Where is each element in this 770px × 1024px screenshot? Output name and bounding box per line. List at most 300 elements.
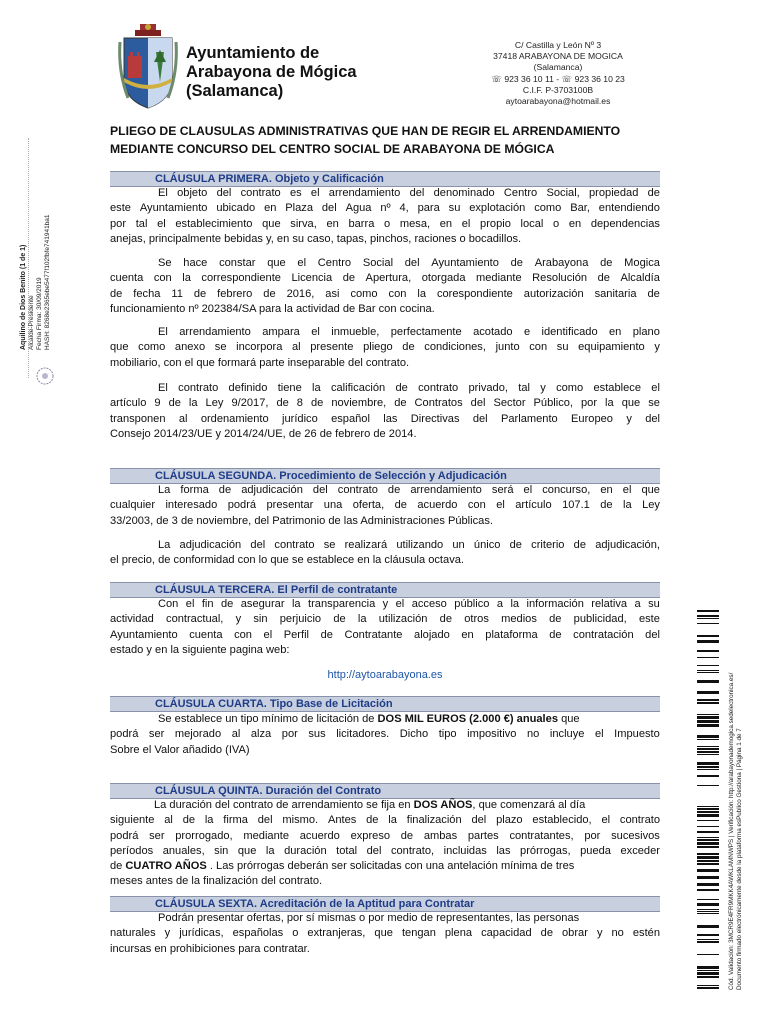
clause-5-heading [110,783,660,799]
word: de [220,598,234,610]
word: total [336,844,358,857]
word: la [312,382,321,394]
word: con [153,272,172,285]
word: el [601,814,611,827]
word: acuerdo [299,829,340,842]
word: Agua [345,202,372,215]
word: de [600,499,613,512]
barcode-bar [697,869,719,872]
barcode-bar [697,680,719,683]
word: mesa, [399,217,431,230]
word: La [158,539,171,551]
word: que [374,927,393,940]
word: por [581,397,598,410]
word: se [323,539,336,551]
p7-line: estado y en la siguiente pagina web: [110,643,290,656]
clause-4-title: CLÁUSULA CUARTA. Tipo Base de Licitación [155,698,393,710]
word: utilizando [396,539,444,551]
p6-line: el precio, de conformidad con lo que se establece en la cláusula octava. [110,554,464,567]
clause-2-title: CLÁUSULA SEGUNDA. Procedimiento de Selección y Adjudicación [155,470,507,482]
word: transponen [110,412,166,425]
barcode-bar [697,762,719,765]
document-title [110,122,670,158]
signature-hash: HASH: 8268e2365ebe5477f102fbfe741941ba1 [44,214,51,350]
word: contrato [240,187,281,199]
word: Resolución [532,272,588,285]
word: de [540,927,553,940]
p6-line [110,538,660,553]
word: de [549,613,562,626]
barcode-bar [697,954,719,955]
word: no [611,927,624,940]
barcode [697,610,719,990]
word: sanitaria [594,287,637,300]
paragraph-1 [110,186,660,247]
word: cualquier [110,499,156,512]
word: asi [325,287,340,300]
word: y [626,412,632,425]
org-name-line2: Arabayona de Mógica [186,63,357,81]
word: en [568,217,582,230]
word: el [523,484,533,496]
word: sucesivos [611,829,660,842]
word: asegurar [240,598,285,610]
word: exceder [620,844,660,857]
word: de [110,287,123,300]
word: Ayuntamiento [139,202,208,215]
word: con [467,499,486,512]
word: licitadores. [336,728,390,741]
barcode-bar [697,837,719,838]
verification-block [728,610,744,990]
word: Ayuntamiento [110,628,178,641]
word: el [461,217,471,230]
p3-line: mobiliario, con el que formará parte inseparable del contrato. [110,356,410,369]
word: inmueble, [331,326,380,338]
barcode-bar [697,842,719,845]
barcode-bar [697,934,719,936]
barcode-bar [697,635,719,637]
signer-role: Alcalde-Presidente [28,295,35,350]
word: por [281,728,298,741]
signature-date: Fecha Firma: 30/09/2019 [36,277,43,350]
word: equipamiento [578,341,645,354]
word: Antes [327,814,357,827]
word: arrendamiento [410,484,482,496]
p4-line: Consejo 2014/23/UE y 2014/24/UE, de 26 de febrero de 2014. [110,427,417,440]
barcode-bar [697,691,719,694]
p9-line [110,829,660,844]
word: la [510,598,520,610]
barcode-bar [697,640,719,643]
clause-3-heading [110,582,660,598]
barcode-bar [697,911,719,912]
word: del [645,628,660,641]
barcode-bar [697,748,719,750]
barcode-bar [697,775,719,777]
word: perjuicio [279,613,322,626]
word: como [556,382,584,394]
word: al [164,814,173,827]
barcode-bar [697,909,719,910]
word: del [409,187,425,199]
word: corespondiente [436,287,513,300]
barcode-bar [697,899,719,900]
word: podrá [227,499,257,512]
word: del [257,814,273,827]
word: hace [183,257,208,269]
word: que [110,341,129,354]
word: estén [632,927,660,940]
word: este [110,202,131,215]
word: único [473,539,501,551]
p4-line [110,412,660,427]
paragraph-5 [110,483,660,529]
p2-line [110,287,660,302]
word: y [235,613,242,626]
word: Plaza [285,202,314,215]
word: de [366,814,379,827]
paragraph-10 [110,911,660,957]
word: El [158,382,168,394]
word: de [400,829,414,842]
word: por [584,829,601,842]
word: y [654,341,660,354]
word: el [157,217,166,230]
word: Mogica [624,257,660,269]
paragraph-9 [110,798,660,890]
p1-line [110,201,660,216]
word: o [292,927,299,940]
word: El [158,326,168,338]
p1-line: anejas, principalmente bebidas y, en su caso, tapas, pinchos, raciones o bocadillos. [110,232,522,245]
word: ordenamiento [200,412,269,425]
p1-line [110,186,660,201]
barcode-bar [697,970,719,971]
word: de [573,539,586,551]
word: presente [310,341,354,354]
word: la [188,397,198,410]
word: impositivo [467,728,517,741]
word: de [387,484,401,496]
word: Arabayona [534,257,589,269]
word: jurídicas, [179,927,224,940]
word: extranjeras, [307,927,366,940]
word: podrá [110,829,139,842]
word: actividad [110,613,154,626]
word: utilización [378,613,428,626]
word: y [382,598,389,610]
word: objeto [177,187,208,199]
barcode-bar [697,853,719,855]
p2-line [110,271,660,286]
word: contratación [573,628,634,641]
barcode-bar [697,769,719,770]
barcode-bar [697,615,719,617]
word: barra [348,217,375,230]
word: adjudicación [179,539,242,551]
word: Público, [533,397,573,410]
word: incorpora [236,341,283,354]
p5-line [110,498,660,513]
word: finalización [406,814,462,827]
p8-amount: DOS MIL EUROS (2.000 €) anuales [377,713,558,725]
word: de [168,397,181,410]
word: que [641,484,660,496]
verification-code: Cód. Validación: 3MCR9E4FR9MKK4AWKLAMNWPS | Verificación: http://arabayonademogica.sedelectronica.es/ [728,672,735,990]
barcode-bar [697,876,719,879]
word: naturales [110,927,156,940]
word: artículo [110,397,147,410]
word: siguiente [110,814,155,827]
p10-line: Podrán presentar ofertas, por sí mismas o por medio de representantes, las personas [158,912,580,924]
word: realizará [344,539,388,551]
p8-text: Se establece un tipo mínimo de licitación de [158,713,378,725]
clause-3-title: CLÁUSULA TERCERA. El Perfil de contratante [155,584,398,596]
word: prórrogas, [520,844,571,857]
barcode-bar [697,735,719,738]
word: de [333,613,346,626]
p10-line [110,926,660,941]
word: Ley [205,397,224,410]
barcode-bar [697,903,719,906]
address-block [468,40,648,107]
address-city: 37418 ARABAYONA DE MOGICA [493,51,623,62]
word: sirva, [290,217,317,230]
word: una [323,499,343,512]
address-province: (Salamanca) [533,62,583,73]
barcode-bar [697,856,719,859]
p8-line: Sobre el Valor añadido (IVA) [110,743,250,756]
word: 9 [154,397,161,410]
word: dependencias [590,217,660,230]
word: Bar, [570,202,590,215]
barcode-bar [697,811,719,813]
word: del [472,412,488,425]
word: mejorado [174,728,222,741]
word: Social, [546,187,580,199]
word: Contratos [414,397,463,410]
word: del [404,257,420,269]
word: tiene [277,382,302,394]
barcode-bar [697,746,719,747]
word: tengan [401,927,436,940]
word: establecido, [532,814,592,827]
p9-text: , que comenzará al día [472,799,586,811]
barcode-bar [697,650,719,652]
word: el [311,326,320,338]
word: español [331,412,370,425]
clause-6-heading [110,896,660,912]
word: 2016, [286,287,315,300]
barcode-bar [697,672,719,673]
word: junto [495,341,520,354]
word: ser [149,829,165,842]
word: explotación [469,202,526,215]
word: su [556,341,569,354]
word: el [185,598,195,610]
p2-line [110,256,660,271]
word: plena [444,927,473,940]
word: el [651,382,660,394]
p9-text: de [110,860,126,873]
word: de [394,499,407,512]
word: de [395,382,408,394]
barcode-bar [697,610,719,612]
paragraph-4 [110,381,660,442]
word: con [234,628,252,641]
word: criterio [531,539,565,551]
p5-line [110,483,660,498]
word: que [237,844,257,857]
word: que [621,397,641,410]
word: correspondiente [201,272,281,285]
paragraph-3 [110,325,660,371]
p9-text: La duración del contrato de arrendamiento se fija en [154,799,414,811]
word: de [310,397,324,410]
barcode-bar [697,846,719,848]
word: pliego [363,341,393,354]
barcode-bar [697,941,719,943]
word: el [263,628,273,641]
word: entendiendo [598,202,660,215]
word: el [496,499,505,512]
word: fin [201,598,214,610]
word: incluidas [443,844,487,857]
word: del [321,202,337,215]
word: Impuesto [614,728,660,741]
p2-line: funcionamiento nº 202384/SA para la actividad de Bar con cocina. [110,302,435,315]
word: mismo. [282,814,319,827]
word: del [645,412,660,425]
word: establece [593,382,641,394]
p3-line [110,340,660,355]
barcode-bar [697,623,719,624]
word: oferta, [352,499,385,512]
word: de [402,341,415,354]
word: acotado [473,326,513,338]
word: noviembre, [331,397,387,410]
word: en [326,217,339,230]
word: la [623,499,632,512]
word: capacidad [481,927,532,940]
barcode-bar [697,826,719,827]
word: información [526,598,584,610]
word: publicidad, [573,613,627,626]
word: identificado [541,326,598,338]
paragraph-8 [110,712,660,758]
word: españolas [232,927,284,940]
word: de [647,187,660,199]
p5-line: 33/2003, de 3 de noviembre, del Patrimonio de las Administraciones Públicas. [110,514,493,527]
word: contrato [274,539,315,551]
barcode-bar [697,739,719,740]
word: presentar [266,499,314,512]
barcode-bar [697,699,719,701]
word: e [523,326,531,338]
word: alza [250,728,272,741]
word: que [262,217,281,230]
word: que [267,257,286,269]
word: otros [464,613,489,626]
word: y [596,927,603,940]
clause-5-title: CLÁUSULA QUINTA. Duración del Contrato [155,785,382,797]
word: al [231,728,241,741]
word: de [597,272,610,285]
word: sin [253,613,268,626]
word: contrato [418,382,459,394]
title-line1: PLIEGO DE CLAUSULAS ADMINISTRATIVAS QUE HAN DE REGIR EL ARRENDAMIENTO [110,124,621,138]
barcode-bar [697,754,719,755]
word: contrato [619,814,660,827]
word: fecha [133,287,161,300]
seal-icon [34,365,56,387]
word: al [291,341,301,354]
word: ubicado [216,202,256,215]
word: de [320,628,333,641]
barcode-bar [697,976,719,978]
word: prorrogado, [175,829,233,842]
word: arrendamiento [179,326,251,338]
p9-line [110,813,660,828]
word: la [357,613,367,626]
p9-line [110,844,660,859]
word: 107.1 [562,499,590,512]
word: ambas [423,829,458,842]
word: mediante [243,829,289,842]
word: febrero [217,287,253,300]
barcode-bar [697,806,719,807]
word: 9/2017, [231,397,269,410]
profile-url-link[interactable]: http://aytoarabayona.es [327,669,443,681]
word: con [388,287,407,300]
word: Contratante [344,628,403,641]
word: sus [308,728,326,741]
word: nº [380,202,391,215]
p9-duration: DOS AÑOS [413,799,473,811]
word: Sector [493,397,526,410]
word: de [276,397,289,410]
word: Alcaldía [620,272,660,285]
word: acuerdo [417,499,458,512]
word: Perfil [283,628,310,641]
word: jurídico [281,412,318,425]
word: para [417,202,440,215]
word: adjudicación [241,484,303,496]
p3-line [110,325,660,340]
word: no [527,728,540,741]
word: contratantes, [509,829,574,842]
word: establecimiento [175,217,253,230]
word: de [193,287,207,300]
paragraph-6 [110,538,660,569]
barcode-bar [697,766,719,768]
word: la [265,844,275,857]
paragraph-2 [110,256,660,317]
word: en [609,326,622,338]
word: transparencia [308,598,376,610]
word: su [448,202,461,215]
word: Centro [503,187,538,199]
word: en [264,202,277,215]
barcode-bar [697,716,719,719]
word: de [600,257,613,269]
word: otorgada [421,272,466,285]
word: plataforma [485,628,538,641]
word: el [297,257,307,269]
p9-max-duration: CUATRO AÑOS [125,860,207,873]
word: tal [135,217,148,230]
